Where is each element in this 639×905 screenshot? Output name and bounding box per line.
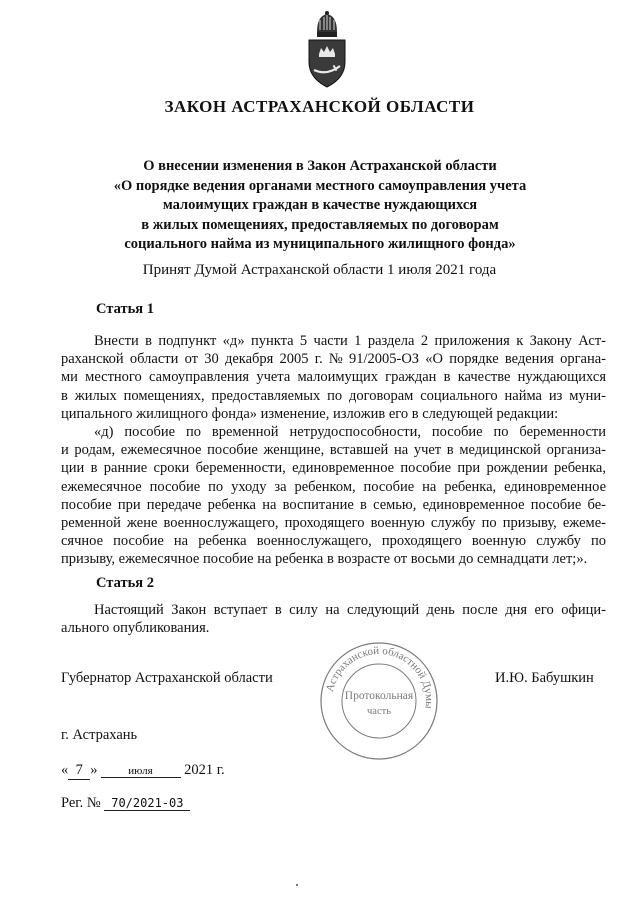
paragraph-line: и родам, ежемесячное пособие женщине, вставшей на учет в медицинской организа-	[61, 442, 606, 459]
paragraph-line: ции в ранние сроки беременности, единовременное пособие при рождении ребенка,	[61, 460, 606, 477]
date-day: 7	[68, 762, 90, 780]
paragraph-line: в жилых помещениях, предоставляемых по договорам социального найма из муни-	[61, 387, 606, 404]
governor-title: Губернатор Астраханской области	[61, 670, 273, 686]
scan-speck	[296, 884, 298, 886]
date-year: 2021 г.	[184, 762, 225, 778]
law-title: ЗАКОН АСТРАХАНСКОЙ ОБЛАСТИ	[164, 97, 475, 116]
signing-date	[61, 762, 225, 780]
reg-label: Рег. №	[61, 795, 101, 811]
date-close-quote: »	[90, 762, 98, 778]
adoption-line: Принят Думой Астраханской области 1 июля 2021 года	[142, 262, 497, 278]
paragraph-line: ального опубликования.	[61, 620, 210, 637]
date-open-quote: «	[61, 762, 69, 778]
article-2-heading: Статья 2	[96, 575, 154, 591]
subject-line: социального найма из муниципального жилищного фонда»	[124, 236, 516, 252]
article-1-heading: Статья 1	[96, 301, 154, 317]
paragraph-line: ми местного самоуправления учета малоимущих граждан в качестве нуждающихся	[61, 369, 606, 386]
astrakhan-coat-of-arms-icon	[304, 10, 350, 90]
paragraph-line: ежемесячное пособие по уходу за ребенком, пособие на ребенка, единовременное	[61, 478, 606, 495]
paragraph-line: пособие при передаче ребенка на воспитание в семью, единовременное пособие бе-	[61, 496, 606, 513]
article-1-body	[61, 332, 606, 569]
paragraph-line: «д) пособие по временной нетрудоспособности, пособие по беременности	[94, 424, 606, 441]
subject-line: малоимущих граждан в качестве нуждающихся	[162, 197, 478, 213]
paragraph-line: ципального жилищного фонда» изменение, изложив его в следующей редакции:	[61, 405, 559, 422]
date-month: июля	[101, 765, 181, 778]
paragraph-line: призыву, ежемесячное пособие на ребенка в возрасте от восьми до семнадцати лет;».	[61, 551, 588, 568]
subject-line: в жилых помещениях, предоставляемых по договорам	[141, 216, 499, 233]
paragraph-line: сячное пособие на ребенка военнослужащего, проходящего военную службу по	[61, 533, 606, 550]
paragraph-line: Внести в подпункт «д» пункта 5 части 1 раздела 2 приложения к Закону Аст-	[94, 333, 606, 349]
stamp-center-line2: часть	[367, 706, 391, 717]
stamp-ring-text: Астраханской областной Думы	[323, 644, 436, 710]
subject-line: «О порядке ведения органами местного самоуправления учета	[113, 177, 527, 194]
paragraph-line: ременной жене военнослужащего, проходящего военную службу по призыву, ежеме-	[61, 515, 606, 532]
law-subject	[80, 157, 560, 255]
stamp-center-line1: Протокольная	[344, 690, 414, 702]
registration	[61, 795, 190, 812]
paragraph-line: Настоящий Закон вступает в силу на следующий день после дня его офици-	[94, 602, 606, 618]
paragraph-line: раханской области от 30 декабря 2005 г. № 91/2005-ОЗ «О порядке ведения органа-	[61, 351, 606, 368]
city: г. Астрахань	[61, 727, 138, 743]
reg-number: 70/2021-03	[104, 796, 190, 811]
article-2-body	[61, 601, 606, 637]
governor-name: И.Ю. Бабушкин	[495, 670, 594, 686]
duma-stamp	[318, 640, 440, 762]
subject-line: О внесении изменения в Закон Астраханской области	[143, 158, 497, 174]
